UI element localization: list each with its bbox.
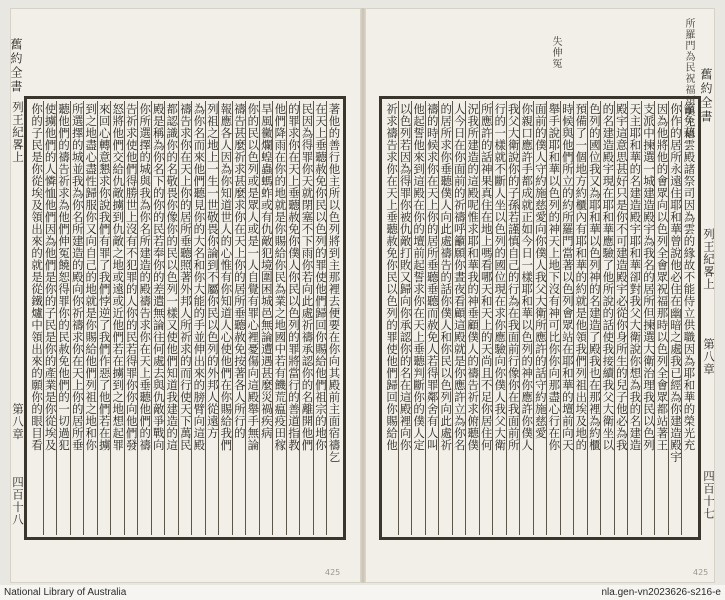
column-text: 你的子民是你從埃及領出來的就是從鐵爐中領出來的願你的眼目看 [30, 103, 45, 451]
column-text: 他起誓他來到這殿在你的壇前起誓求你在天上垂聽判斷你的僕人定 [412, 103, 427, 451]
column-text: 在天上垂聽赦免你民以色列的罪使他們歸回你賜給他們祖宗的地你 [313, 103, 328, 451]
column-text: 列祖之地上一生一世敬畏你論到不屬你民以色列的外邦人從遠方 [205, 103, 220, 439]
column-text: 祈求禱告求你在天上垂聽赦免你民以色列的罪使他們歸回你賜給他 [385, 103, 400, 451]
text-column [205, 101, 219, 535]
text-column [573, 101, 587, 535]
text-column [398, 101, 412, 535]
text-column [600, 101, 614, 535]
right-folio: 四百十七 [702, 470, 716, 520]
text-column [313, 101, 327, 535]
text-column [286, 101, 300, 535]
text-column [245, 101, 259, 535]
text-column [110, 101, 124, 535]
text-column [56, 101, 70, 535]
text-column [587, 101, 601, 535]
column-text: 的居所求你垂聽僕人向此處禱告的話你僕人和你民以色列向此處祈 [439, 103, 454, 451]
right-margin-note-mid: 失伸冤 [550, 36, 561, 69]
right-chapter: 第八章 [702, 338, 716, 376]
text-column [425, 101, 439, 535]
column-text: 你作的居所永遠住耶和華曾說他必住在幽暗之處我已經為你建造殿宇 [668, 103, 683, 463]
column-text: 的罪求你在天上垂聽赦免你僕人你民以色列的罪將當行的善道指教 [286, 103, 301, 451]
column-text: 來回心轉意懇求你說我們有罪了我們悖逆了我們作惡了他們若在擄 [97, 103, 112, 451]
column-text: 色列的國位我又為耶和華以色列神的名建造了殿我也在那裡為約櫃 [587, 103, 602, 451]
footer-identifier: nla.gen-vn2023626-s216-e [601, 587, 721, 598]
column-text: 行的一樣就不斷人坐以色列的國位現在求你應驗向你僕人我父大衛 [493, 103, 508, 451]
left-page [10, 8, 362, 583]
text-column [452, 101, 466, 535]
text-column [465, 101, 479, 535]
column-text: 我父大衛說你的子孫若謹慎自己的行為在我面前行像你在我面前所 [506, 103, 521, 451]
right-stamp-number: 425 [693, 568, 709, 577]
footer [0, 585, 725, 600]
text-column [178, 101, 192, 535]
left-book-name: 列王紀畧上 [11, 101, 25, 164]
text-column [259, 101, 273, 535]
text-column [97, 101, 111, 535]
text-column [411, 101, 425, 535]
column-text: 支派中揀選一城建造殿宇為我名的居所但揀選大衛治理我民以色列 [641, 103, 656, 451]
text-column [191, 101, 205, 535]
left-margin-title: 舊約全書 [9, 38, 23, 94]
column-text: 殿是稱為你名下的你的民若奉你的差遣無論往何處去與仇敵爭戰向 [151, 103, 166, 451]
text-column [299, 101, 313, 535]
right-margin-note: 所羅門為民祝福頌美主恩 [683, 18, 694, 139]
left-folio: 四百十八 [11, 476, 25, 526]
text-column [232, 101, 246, 535]
text-column [533, 101, 547, 535]
text-column [668, 101, 682, 535]
column-text: 怒將他們交給仇敵擄到仇敵之地或遠或近他們若在擄到之地想起罪 [111, 103, 126, 451]
column-text: 因為他將他的會眾向以色列全會眾祝福那時以色列全會眾都站著王 [655, 103, 670, 451]
right-book-name: 列王紀畧上 [702, 228, 716, 291]
column-text: 聽他們的禱告祈求為他們伸冤饒恕得罪你的民赦免他們的一切過犯 [57, 103, 72, 451]
text-column [654, 101, 668, 535]
column-text: 的名建造殿宇現在耶和華應驗了他所說的話使我接續我父大衛坐以 [601, 103, 616, 451]
right-page [363, 8, 715, 583]
column-text: 以色列若因為得罪你被仇敵打敗又歸向你承認你的名在這殿裡向你 [398, 103, 413, 451]
text-column [124, 101, 138, 535]
column-text: 你的民以色列或是眾人或是一人自覺有罪心裡憂傷向這殿舉手無論 [246, 103, 261, 451]
column-text: 舉手說耶和華以色列的神天上地下沒有神可比你你向那盡心行在你 [547, 103, 562, 451]
column-text: 使擄他們的人憐恤他們因為他們是你的子民是你的產業是你從埃及 [43, 103, 58, 451]
text-column [83, 101, 97, 535]
text-column [492, 101, 506, 535]
text-column [218, 101, 232, 535]
column-text: 他們降雨在你的地就是你賜給你民為業之地國中若有饑荒瘟疫田稼 [273, 103, 288, 451]
left-chapter: 第八章 [11, 403, 25, 441]
text-column [560, 101, 574, 535]
column-text: 都認識你的名敬畏你像你的民以色列一樣又使他們知道我建造的這 [165, 103, 180, 451]
left-text-frame [24, 96, 346, 540]
text-column [519, 101, 533, 535]
column-text: 禱的時候求你在天上你的居所垂聽垂聽而赦免人若得罪鄰舍有人叫 [425, 103, 440, 451]
column-text: 所選擇的城並我為你名所建造的殿向你祈禱求你在天上你的居所垂 [70, 103, 85, 451]
column-text: 禱告甚麼祈求甚麼求你在天上你的居所垂聽赦免按著各人所行的 [232, 103, 247, 439]
book-spread [10, 8, 715, 583]
column-text: 民因為得罪你天就閉塞不下雨你若向此處祈禱承認你的名離開他們 [300, 103, 315, 451]
right-text-columns [385, 101, 695, 535]
text-column [641, 101, 655, 535]
text-column [385, 101, 398, 535]
text-column [438, 101, 452, 535]
text-column [326, 101, 340, 535]
column-text: 人今日在你面前的祈禱呼籲願你晝夜看顧這殿就是你應許立為你名 [452, 103, 467, 451]
column-text: 時候與他們所立的約所羅門當著以色列會眾站在耶和華的壇前向天 [560, 103, 575, 451]
column-text: 籲免藉雲殿諸祭司因為雲的緣故不能侍立供職因為耶和華的榮光充 [682, 103, 697, 451]
column-text: 面前的僕人守約施慈愛向你僕人我父大衛所應許的話守約施慈愛 [533, 103, 548, 439]
text-column [546, 101, 560, 535]
column-text: 著他的善行他主所以色列將到主那裡去便要在你向其殿前主面宿禱乞 [327, 103, 342, 463]
text-column [479, 101, 493, 535]
right-text-frame [379, 96, 701, 540]
column-text: 禱告求你在天上你的居所垂聽照著外邦人所祈求的而行使天下萬民 [178, 103, 193, 451]
text-column [272, 101, 286, 535]
column-text: 你所選擇的城與我為你名所建造的殿禱告求你在天上垂聽他們的禱 [138, 103, 153, 451]
text-column [164, 101, 178, 535]
column-text: 殿宇這意思甚好只是你不可建造殿宇必從你身所生的兒子他必為我 [614, 103, 629, 451]
column-text: 況我所建造的這殿呢惟求耶和華我的神垂顧僕人的禱告祈求俯聽僕 [466, 103, 481, 451]
text-column [614, 101, 628, 535]
column-text: 所應許的話神果真住在地上嗎看哪天和天上的天尚且不足你居住何 [479, 103, 494, 451]
text-column [681, 101, 695, 535]
column-text: 為你名而來他們聽見你的大名和你大能的手並伸出來的膀臂向這殿 [192, 103, 207, 451]
column-text: 旱風黴爛蝗蟲螞蚱或有仇敵犯境圍困城邑無論遭遇甚麼災禍疾病 [259, 103, 274, 439]
text-column [43, 101, 57, 535]
footer-library: National Library of Australia [4, 587, 127, 598]
column-text: 報應各人因為你知道世人的心惟有你知道人心使他們在你賜給我們 [219, 103, 234, 451]
text-column [137, 101, 151, 535]
column-text: 到之地盡心盡性歸服你又向自己的地就是你賜給他們列祖之地和你 [84, 103, 99, 451]
column-text: 你親口應許手都成就正如今日一樣耶和華以色列的神你應許你僕人 [520, 103, 535, 451]
text-column [151, 101, 165, 535]
column-text: 天主耶和華的名建造殿宇耶和華卻對我父大衛說你想為我的名建造 [628, 103, 643, 451]
right-margin-title: 舊約全書 [699, 68, 713, 124]
text-column [70, 101, 84, 535]
text-column [506, 101, 520, 535]
column-text: 預備了一個地方約櫃內有耶和華的約就是他領我們列祖出埃及地的 [574, 103, 589, 451]
left-stamp-number: 425 [325, 568, 341, 577]
text-column [627, 101, 641, 535]
left-text-columns [30, 101, 340, 535]
column-text: 告祈求使他們得勝世上沒有不犯罪的人你的民若得罪你你向他們發 [124, 103, 139, 451]
text-column [30, 101, 43, 535]
